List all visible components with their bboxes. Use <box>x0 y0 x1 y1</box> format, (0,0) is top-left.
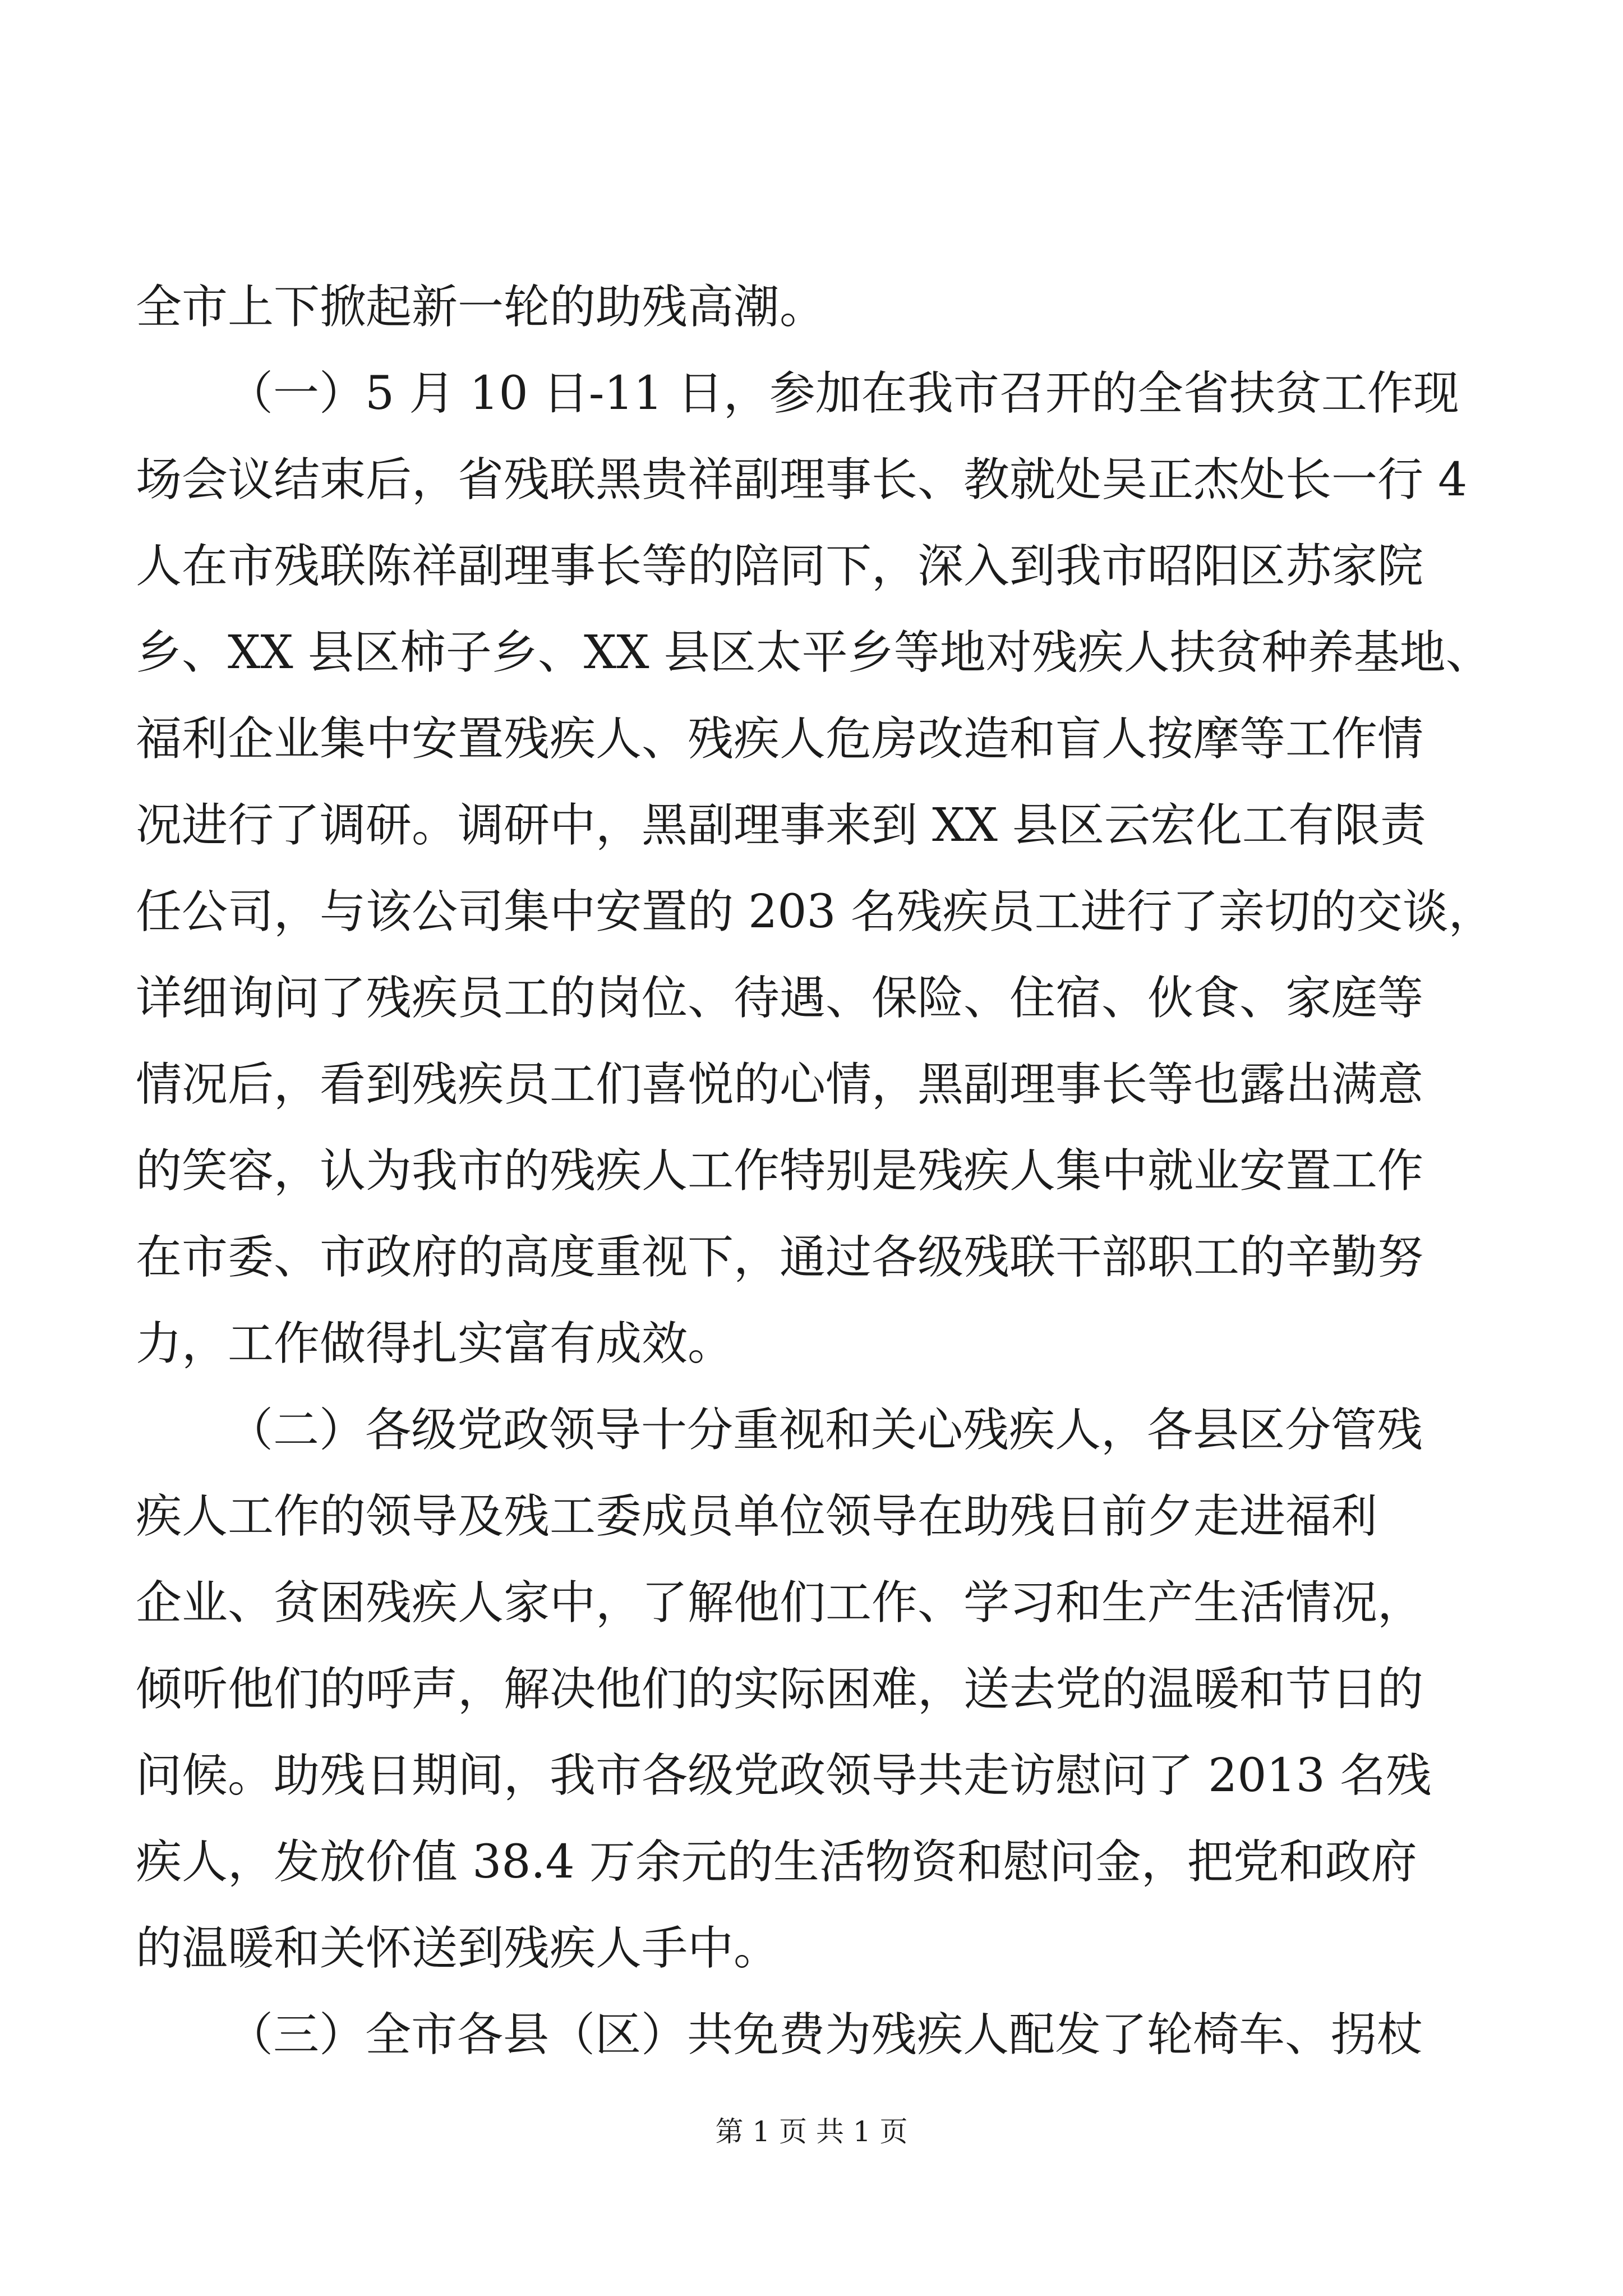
text-line-2: （一）5 月 10 日-11 日，参加在我市召开的全省扶贫工作现 <box>227 367 1459 420</box>
text-line-16: 企业、贫困残疾人家中，了解他们工作、学习和生产生活情况， <box>136 1576 1424 1630</box>
text-line-20: 的温暖和关怀送到残疾人手中。 <box>136 1922 780 1975</box>
text-line-5: 乡、XX 县区柿子乡、XX 县区太平乡等地对残疾人扶贫种养基地、 <box>136 626 1492 679</box>
text-line-1: 全市上下掀起新一轮的助残高潮。 <box>136 280 826 334</box>
text-line-15: 疾人工作的领导及残工委成员单位领导在助残日前夕走进福利 <box>136 1490 1378 1543</box>
text-line-8: 任公司，与该公司集中安置的 203 名残疾员工进行了亲切的交谈， <box>136 885 1495 938</box>
text-line-21: （三）全市各县（区）共免费为残疾人配发了轮椅车、拐杖 <box>227 2008 1423 2062</box>
text-line-11: 的笑容，认为我市的残疾人工作特别是残疾人集中就业安置工作 <box>136 1144 1424 1198</box>
text-line-3: 场会议结束后，省残联黑贵祥副理事长、教就处吴正杰处长一行 4 <box>136 453 1468 507</box>
text-line-10: 情况后，看到残疾员工们喜悦的心情，黑副理事长等也露出满意 <box>136 1058 1424 1111</box>
text-line-14: （二）各级党政领导十分重视和关心残疾人，各县区分管残 <box>227 1404 1423 1457</box>
text-line-12: 在市委、市政府的高度重视下，通过各级残联干部职工的辛勤努 <box>136 1231 1424 1284</box>
text-line-13: 力，工作做得扎实富有成效。 <box>136 1317 734 1370</box>
text-line-19: 疾人，发放价值 38.4 万余元的生活物资和慰问金，把党和政府 <box>136 1835 1417 1889</box>
text-line-18: 问候。助残日期间，我市各级党政领导共走访慰问了 2013 名残 <box>136 1749 1432 1802</box>
text-line-6: 福利企业集中安置残疾人、残疾人危房改造和盲人按摩等工作情 <box>136 712 1424 766</box>
text-line-17: 倾听他们的呼声，解决他们的实际困难，送去党的温暖和节日的 <box>136 1663 1424 1716</box>
text-line-9: 详细询问了残疾员工的岗位、待遇、保险、住宿、伙食、家庭等 <box>136 972 1424 1025</box>
text-line-7: 况进行了调研。调研中，黑副理事来到 XX 县区云宏化工有限责 <box>136 799 1426 852</box>
page-footer: 第 1 页 共 1 页 <box>715 2115 908 2148</box>
text-line-4: 人在市残联陈祥副理事长等的陪同下，深入到我市昭阳区苏家院 <box>136 540 1424 593</box>
